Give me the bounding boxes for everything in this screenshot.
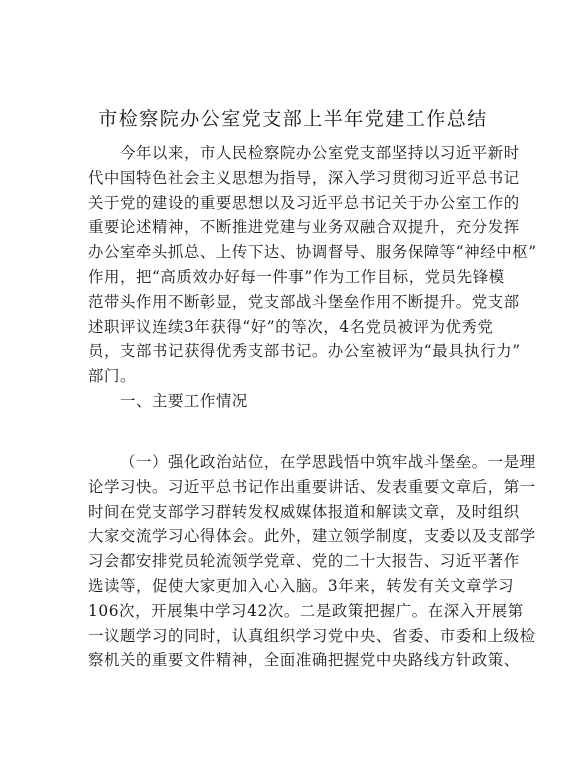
text-line: 一议题学习的同时，认真组织学习党中央、省委、市委和上级检: [88, 626, 536, 645]
text-line: 选读等，促使大家更加入心入脑。3年来，转发有关文章学习: [88, 577, 515, 595]
text-line: 重要论述精神，不断推进党建与业务双融合双提升，充分发挥: [88, 218, 520, 237]
text-line: 作用，把“高质效办好每一件事”作为工作目标，党员先锋模: [88, 268, 505, 286]
text-line: 述职评议连续3年获得“好”的等次，4名党员被评为优秀党: [88, 317, 494, 336]
document-title: 市检察院办公室党支部上半年党建工作总结: [98, 108, 488, 130]
text-line: 部门。: [88, 367, 136, 386]
text-line: 大家交流学习心得体会。此外，建立领学制度，支委以及支部学: [88, 527, 536, 546]
text-line: 范带头作用不断彰显，党支部战斗堡垒作用不断提升。党支部: [88, 292, 520, 311]
text-line: 关于党的建设的重要思想以及习近平总书记关于办公室工作的: [88, 193, 520, 212]
text-line: 察机关的重要文件精神，全面准确把握党中央路线方针政策、: [88, 651, 520, 670]
section-heading: 一、主要工作情况: [120, 392, 248, 410]
text-line: 习会都安排党员轮流领学党章、党的二十大报告、习近平著作: [88, 552, 520, 571]
text-line: 代中国特色社会主义思想为指导，深入学习贯彻习近平总书记: [88, 168, 520, 187]
text-line: 106次，开展集中学习42次。二是政策把握广。在深入开展第: [88, 601, 524, 620]
text-line: 时间在党支部学习群转发权威媒体报道和解读文章，及时组织: [88, 502, 520, 521]
text-line: 论学习快。习近平总书记作出重要讲话、发表重要文章后，第一: [88, 477, 536, 496]
text-line: 今年以来，市人民检察院办公室党支部坚持以习近平新时: [120, 144, 520, 162]
text-line: （一）强化政治站位，在学思践悟中筑牢战斗堡垒。一是理: [120, 453, 536, 471]
text-line: 员，支部书记获得优秀支部书记。办公室被评为“最具执行力”: [88, 342, 521, 361]
text-line: 办公室牵头抓总、上传下达、协调督导、服务保障等“神经中枢”: [88, 243, 537, 262]
